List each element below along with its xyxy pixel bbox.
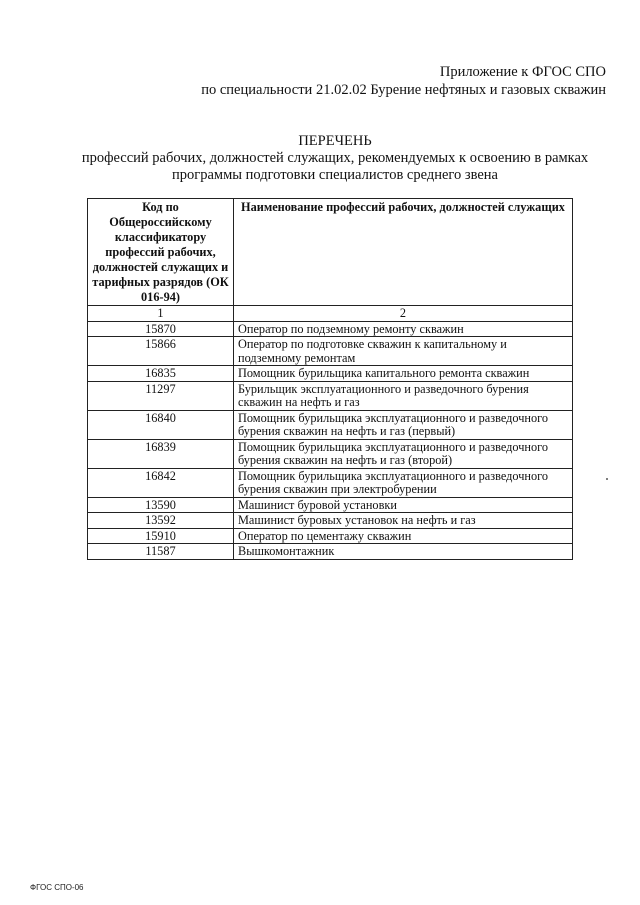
- table-body: [88, 321, 573, 559]
- professions-table: [87, 198, 573, 560]
- profession-code: 16842: [88, 468, 234, 497]
- appendix-line-2: по специальности 21.02.02 Бурение нефтяных и газовых скважин: [201, 82, 606, 98]
- profession-name: Оператор по подготовке скважин к капитальному и подземному ремонтам: [234, 337, 573, 366]
- profession-name: Оператор по подземному ремонту скважин: [234, 321, 573, 337]
- header-code: Код по Общероссийскому классификатору профессий рабочих, должностей служащих и тарифных разрядов (ОК 016-94): [88, 199, 234, 306]
- table-row: [88, 513, 573, 529]
- heading-line-2: программы подготовки специалистов среднего звена: [172, 167, 498, 183]
- scan-speck: [606, 478, 608, 480]
- table-row: [88, 468, 573, 497]
- column-number-2: 2: [234, 306, 573, 322]
- heading-title: ПЕРЕЧЕНЬ: [298, 133, 372, 149]
- appendix-header: [201, 63, 606, 99]
- heading-line-1: профессий рабочих, должностей служащих, рекомендуемых к освоению в рамках: [81, 150, 589, 166]
- profession-code: 11297: [88, 381, 234, 410]
- profession-code: 15870: [88, 321, 234, 337]
- profession-name: Помощник бурильщика капитального ремонта скважин: [234, 366, 573, 382]
- table-row: [88, 528, 573, 544]
- table-row: [88, 439, 573, 468]
- profession-name: Машинист буровых установок на нефть и газ: [234, 513, 573, 529]
- profession-code: 15866: [88, 337, 234, 366]
- profession-name: Помощник бурильщика эксплуатационного и разведочного бурения скважин при электробурении: [234, 468, 573, 497]
- profession-code: 16840: [88, 410, 234, 439]
- profession-name: Вышкомонтажник: [234, 544, 573, 560]
- appendix-line-1: Приложение к ФГОС СПО: [439, 64, 606, 80]
- table-row: [88, 366, 573, 382]
- document-heading: [40, 133, 630, 184]
- profession-code: 16835: [88, 366, 234, 382]
- profession-code: 13592: [88, 513, 234, 529]
- footer-code: ФГОС СПО-06: [30, 883, 84, 892]
- profession-code: 16839: [88, 439, 234, 468]
- column-number-row: [88, 306, 573, 322]
- table-row: [88, 544, 573, 560]
- table-row: [88, 410, 573, 439]
- profession-name: Машинист буровой установки: [234, 497, 573, 513]
- profession-name: Оператор по цементажу скважин: [234, 528, 573, 544]
- profession-code: 15910: [88, 528, 234, 544]
- profession-code: 13590: [88, 497, 234, 513]
- profession-code: 11587: [88, 544, 234, 560]
- table-row: [88, 497, 573, 513]
- header-name: Наименование профессий рабочих, должностей служащих: [234, 199, 573, 306]
- table-row: [88, 337, 573, 366]
- table-header-row: [88, 199, 573, 306]
- profession-name: Помощник бурильщика эксплуатационного и разведочного бурения скважин на нефть и газ (первый): [234, 410, 573, 439]
- profession-name: Помощник бурильщика эксплуатационного и разведочного бурения скважин на нефть и газ (второй): [234, 439, 573, 468]
- table-row: [88, 381, 573, 410]
- table-row: [88, 321, 573, 337]
- profession-name: Бурильщик эксплуатационного и разведочного бурения скважин на нефть и газ: [234, 381, 573, 410]
- column-number-1: 1: [88, 306, 234, 322]
